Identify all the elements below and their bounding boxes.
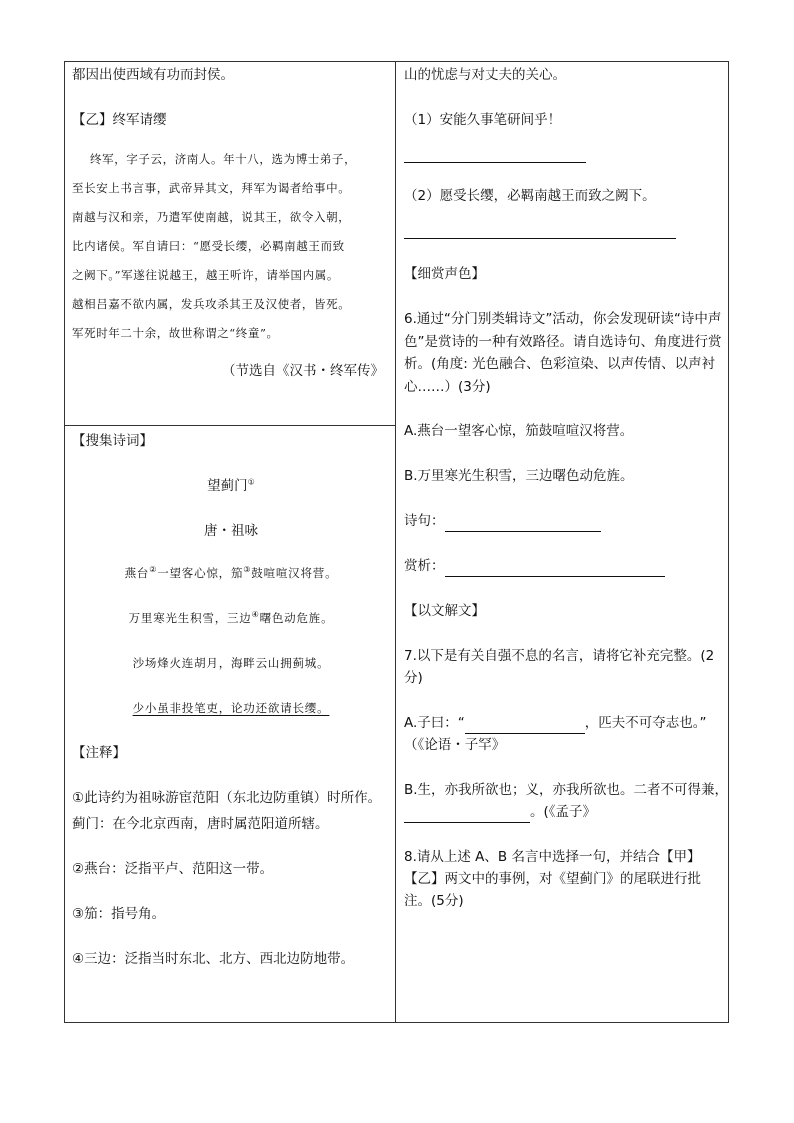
- q7-option-b: B.生，亦我所欲也；义，亦我所欲也。二者不可得兼，: [404, 782, 729, 798]
- passage-line: 至长安上书言事，武帝异其文，拜军为谒者给事中。: [72, 181, 351, 195]
- appreciate-header: 【细赏声色】: [404, 266, 485, 282]
- answer-line[interactable]: [404, 237, 676, 239]
- column-divider: [395, 61, 396, 1023]
- poem-body: [72, 562, 390, 719]
- note-item: ④三边：泛指当时东北、北方、西北边防地带。: [72, 951, 355, 967]
- yi-passage: [72, 145, 390, 348]
- right-cell: [404, 64, 729, 912]
- passage-line: 南越与汉和亲，乃遣军使南越，说其王，欲令入朝，: [72, 210, 351, 224]
- yi-header: 【乙】终军请缨: [72, 112, 167, 128]
- row-divider: [64, 425, 396, 426]
- answer-line[interactable]: [404, 161, 586, 163]
- question-8: 8.请从上述 A、B 名言中选择一句，并结合【甲】【乙】两文中的事例，对《望蓟门》的尾联进行批注。(5分): [404, 849, 701, 909]
- q7-option-b-blankline: 。(《孟子》: [404, 801, 724, 823]
- poem-line: 燕台②一望客心惊，笳③鼓喧喧汉将营。: [124, 565, 338, 580]
- passage-source: （节选自《汉书・终军传》: [222, 363, 384, 379]
- passage-line: 军死时年二十余，故世称谓之“终童”。: [72, 326, 279, 340]
- note-item: ③笳：指号角。: [72, 906, 166, 922]
- passage-line: 越相吕嘉不欲内属，发兵攻杀其王及汉使者，皆死。: [72, 297, 351, 311]
- poem-line: 万里寒光生积雪，三边④曙色动危旌。: [128, 610, 334, 625]
- question-2: （2）愿受长缨，必羁南越王而致之阙下。: [404, 188, 656, 204]
- analysis-field: [404, 555, 724, 577]
- passage-line: 终军，字子云，济南人。年十八，选为博士弟子，: [90, 152, 357, 166]
- poem-line: 沙场烽火连胡月，海畔云山拥蓟城。: [132, 656, 330, 670]
- note-item: ②燕台：泛指平卢、范阳这一带。: [72, 861, 274, 877]
- verse-blank[interactable]: [445, 515, 601, 532]
- notes-header: 【注释】: [72, 745, 126, 761]
- poem-author: 唐・祖咏: [204, 523, 258, 539]
- q7-a-blank[interactable]: [465, 717, 585, 734]
- explain-header: 【以文解文】: [404, 603, 485, 619]
- note-item: ①此诗约为祖咏游宦范阳（东北边防重镇）时所作。: [72, 790, 382, 806]
- analysis-blank[interactable]: [445, 560, 665, 577]
- analysis-label: 赏析：: [404, 558, 445, 574]
- question-6: 6.通过“分门别类辑诗文”活动，你会发现研读“诗中声色”是赏诗的一种有效路径。请自选诗句、角度进行赏析。(角度: 光色融合、色彩渲染、以声传情、以声衬心……）(3分): [404, 311, 722, 395]
- collect-header: 【搜集诗词】: [72, 433, 153, 449]
- left-bottom-cell: [72, 430, 390, 970]
- left-top-cell: [72, 64, 390, 382]
- q6-option-b: B.万里寒光生积雪，三边曙色动危旌。: [404, 468, 634, 484]
- continuation-text: 山的忧虑与对丈夫的关心。: [404, 67, 566, 83]
- q7-option-a-source: （《论语・子罕》: [404, 737, 506, 753]
- poem-title-text: 望蓟门: [207, 478, 248, 494]
- note-item: 蓟门：在今北京西南，唐时属范阳道所辖。: [72, 816, 329, 832]
- poem-title: [72, 475, 390, 497]
- passage-line: 之阙下。”军遂往说越王，越王听许，请举国内属。: [72, 268, 339, 282]
- q7-b-blank[interactable]: [404, 806, 530, 823]
- poem-line-underlined: 少小虽非投笔吏，论功还欲请长缨。: [132, 701, 330, 715]
- q7-option-a: A.子曰：“ ，匹夫不可夺志也。”: [404, 712, 724, 734]
- verse-field: [404, 510, 724, 532]
- footnote-mark: ①: [247, 477, 255, 487]
- passage-line: 比内诸侯。军自请曰：“愿受长缨，必羁南越王而致: [72, 239, 345, 253]
- question-1: （1）安能久事笔研间乎！: [404, 112, 562, 128]
- question-7: 7.以下是有关自强不息的名言，请将它补充完整。(2分): [404, 648, 715, 686]
- q6-option-a: A.燕台一望客心惊，笳鼓喧喧汉将营。: [404, 423, 634, 439]
- verse-label: 诗句：: [404, 513, 445, 529]
- continuation-text: 都因出使西域有功而封侯。: [72, 67, 234, 83]
